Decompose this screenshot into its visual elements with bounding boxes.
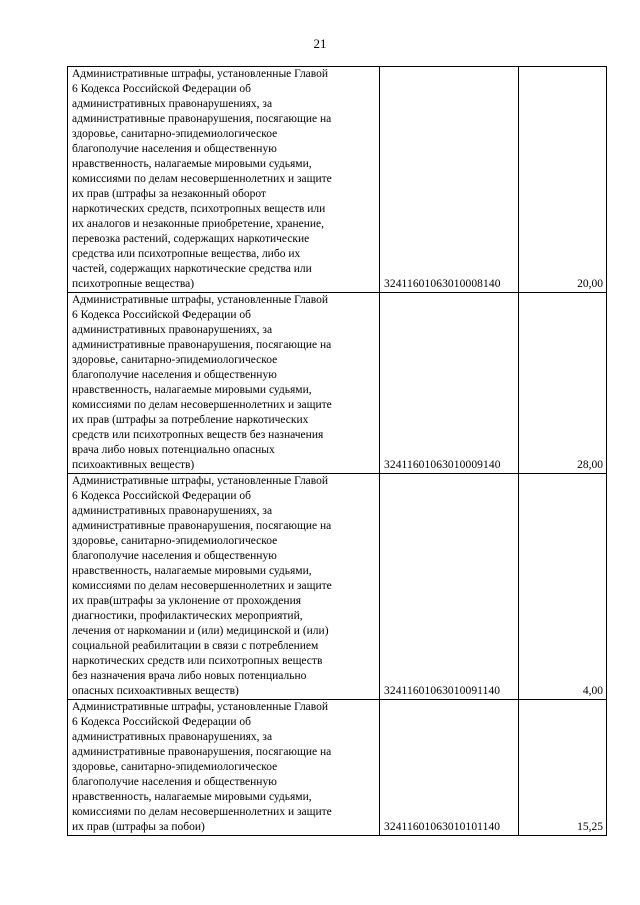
row-description: Административные штрафы, установленные Главой 6 Кодекса Российской Федерации об административных правонарушениях, за административные правонарушения, посягающие на здоровье, санитарно-эпидемиологическое благополучие населения и общественную нравственность, налагаемые мировыми судьями, комиссиями по делам несовершеннолетних и защите их прав (штрафы за потребление наркотических средств или психотропных веществ без назначения врача либо новых потенциально опасных психоактивных веществ)	[68, 293, 380, 474]
row-amount: 4,00	[519, 474, 607, 700]
row-amount: 28,00	[519, 293, 607, 474]
table-row	[68, 474, 607, 700]
row-amount: 15,25	[519, 700, 607, 836]
row-budget-code: 32411601063010008140	[380, 67, 519, 293]
row-description: Административные штрафы, установленные Главой 6 Кодекса Российской Федерации об административных правонарушениях, за административные правонарушения, посягающие на здоровье, санитарно-эпидемиологическое благополучие населения и общественную нравственность, налагаемые мировыми судьями, комиссиями по делам несовершеннолетних и защите их прав(штрафы за уклонение от прохождения диагностики, профилактических мероприятий, лечения от наркомании и (или) медицинской и (или) социальной реабилитации в связи с потреблением наркотических средств или психотропных веществ без назначения врача либо новых потенциально опасных психоактивных веществ)	[68, 474, 380, 700]
table-row	[68, 293, 607, 474]
table-row	[68, 700, 607, 836]
row-budget-code: 32411601063010091140	[380, 474, 519, 700]
revenue-table	[67, 66, 607, 836]
page-number: 21	[313, 36, 327, 51]
row-description: Административные штрафы, установленные Главой 6 Кодекса Российской Федерации об административных правонарушениях, за административные правонарушения, посягающие на здоровье, санитарно-эпидемиологическое благополучие населения и общественную нравственность, налагаемые мировыми судьями, комиссиями по делам несовершеннолетних и защите их прав (штрафы за незаконный оборот наркотических средств, психотропных веществ или их аналогов и незаконные приобретение, хранение, перевозка растений, содержащих наркотические средства или психотропные вещества, либо их частей, содержащих наркотические средства или психотропные вещества)	[68, 67, 380, 293]
row-description: Административные штрафы, установленные Главой 6 Кодекса Российской Федерации об административных правонарушениях, за административные правонарушения, посягающие на здоровье, санитарно-эпидемиологическое благополучие населения и общественную нравственность, налагаемые мировыми судьями, комиссиями по делам несовершеннолетних и защите их прав (штрафы за побои)	[68, 700, 380, 836]
table-row	[68, 67, 607, 293]
row-budget-code: 32411601063010009140	[380, 293, 519, 474]
row-amount: 20,00	[519, 67, 607, 293]
row-budget-code: 32411601063010101140	[380, 700, 519, 836]
